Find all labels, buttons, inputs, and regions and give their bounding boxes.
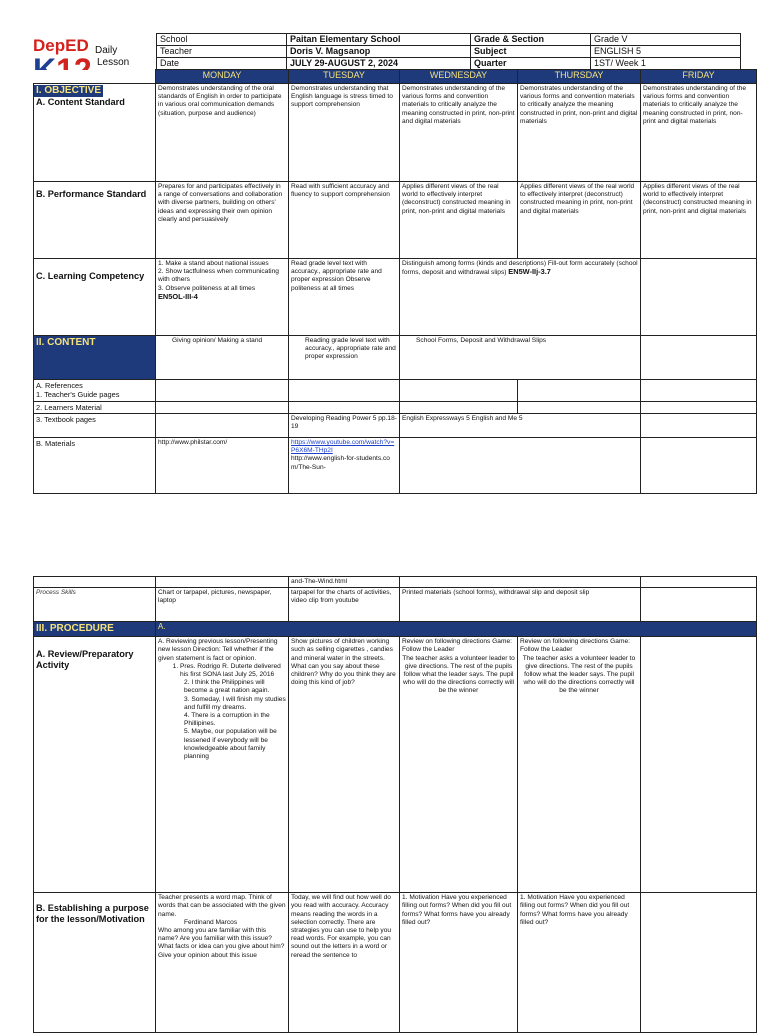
tg-mon [156, 380, 289, 402]
lm-wed [400, 402, 518, 414]
review-wed: Review on following directions Game: Follow the Leader The teacher asks a volunteer leader to give directions. The rest of the pupils follow what the leader says. The pupil who will do the directions correctly will be the winner [400, 637, 518, 893]
subject-value: ENGLISH 5 [591, 46, 741, 58]
lm-thu [518, 402, 641, 414]
purpose-label: B. Establishing a purpose for the lesson/Motivation [34, 893, 156, 1033]
cont-tue: and-The-Wind.html [289, 577, 400, 588]
materials-tue: https://www.youtube.com/watch?v=P6X6M-THp2I http://www.english-for-students.com/The-Sun- [289, 438, 400, 494]
deped-logo-text: DepED [33, 36, 89, 55]
tg-wed [400, 380, 518, 402]
materials-wed [400, 438, 641, 494]
day-tuesday: TUESDAY [289, 70, 400, 84]
content-mon: Giving opinion/ Making a stand [156, 336, 289, 380]
tb-fri [641, 414, 757, 438]
tb-tue: Developing Reading Power 5 pp.18-19 [289, 414, 400, 438]
day-monday: MONDAY [156, 70, 289, 84]
youtube-link[interactable]: https://www.youtube.com/watch?v=P6X6M-THp2I [291, 439, 395, 455]
content-fri [641, 336, 757, 380]
materials-mon: http://www.philstar.com/ [156, 438, 289, 494]
purpose-tue: Today, we will find out how well do you read with accuracy. Accuracy means reading the words in a selection correctly. There are strategies you can use to help you read words. For example, you can sound out the letters in a word or reread the sentence to [289, 893, 400, 1033]
review-label: A. Review/Preparatory Activity [34, 637, 156, 893]
tg-tue [289, 380, 400, 402]
lm-fri [641, 402, 757, 414]
procedure-sub: A. [156, 622, 757, 637]
performance-standard-wed: Applies different views of the real world to effectively interpret (deconstruct) constructed meaning in print, non-print and digital materials [400, 182, 518, 259]
day-friday: FRIDAY [641, 70, 757, 84]
content-tue: Reading grade level text with accuracy., appropriate rate and proper expression [289, 336, 400, 380]
performance-standard-mon: Prepares for and participates effectively in a range of conversations and collaboration with diverse partners, building on others' ideas and expressing their own opinion clearly and persuasively [156, 182, 289, 259]
grade-label: Grade & Section [471, 34, 591, 46]
learning-competency-tue: Read grade level text with accuracy., appropriate rate and proper expression Observe politeness at all times [289, 259, 400, 336]
purpose-thu: 1. Motivation Have you experienced filling out forms? When did you fill out forms? What forms have you already filled out? [518, 893, 641, 1033]
day-thursday: THURSDAY [518, 70, 641, 84]
cont-label [34, 577, 156, 588]
subject-label: Subject [471, 46, 591, 58]
review-thu: Review on following directions Game: Follow the Leader The teacher asks a volunteer leader to give directions. The rest of the pupils follow what the leader says. The pupil who will do the directions correctly will be the winner [518, 637, 641, 893]
purpose-mon: Teacher presents a word map. Think of words that can be associated with the given name. Ferdinand Marcos Who among you are familiar with this name? Are you familiar with this issue? What facts or idea can you give about him? Give your opinion about this issue [156, 893, 289, 1033]
quarter-label: Quarter [471, 58, 591, 70]
lesson-table-bottom [33, 576, 757, 1033]
performance-standard-label: B. Performance Standard [34, 182, 156, 259]
process-skills-label: Process Skills [34, 588, 156, 622]
tb-mon [156, 414, 289, 438]
review-tue: Show pictures of children working such as selling cigarettes , candies and mineral water in the streets. What can you say about these children? Why do you think they are doing this kind of job? [289, 637, 400, 893]
learning-competency-wed: Distinguish among forms (kinds and descriptions) Fill-out form accurately (school forms, deposit and withdrawal slips) EN5W-IIj-3.7 [400, 259, 641, 336]
tg-fri [641, 380, 757, 402]
cont-wed [400, 577, 641, 588]
learning-competency-mon: 1. Make a stand about national issues 2. Show tactfulness when communicating with others 3. Observe politeness at all times EN5OL-III-4 [156, 259, 289, 336]
teacher-label: Teacher [157, 46, 287, 58]
performance-standard-thu: Applies different views of the real world to effectively interpret (deconstruct) constructed meaning in print, non-print and digital materials [518, 182, 641, 259]
teacher-value: Doris V. Magsanop [287, 46, 471, 58]
school-label: School [157, 34, 287, 46]
process-wed: Printed materials (school forms), withdrawal slip and deposit slip [400, 588, 641, 622]
review-mon: A. Reviewing previous lesson/Presenting new lesson Direction: Tell whether if the given statement is fact or opinion. 1. Pres. Rodrigo R. Duterte delivered his first SONA last July 25, 2016 2. I think the Philippines will become a great nation again. 3. Someday, I will finish my studies and fulfill my dreams. 4. There is a corruption in the Phillipines. 5. Maybe, our population will be lessened if everybody will be knowledgeable about family planning [156, 637, 289, 893]
tg-thu [518, 380, 641, 402]
materials-fri [641, 438, 757, 494]
quarter-value: 1ST/ Week 1 [591, 58, 741, 70]
content-standard-thu: Demonstrates understanding of the various forms and convention materials to critically analyze the meaning constructed in print, non-print and digital materials [518, 84, 641, 182]
materials-label: B. Materials [34, 438, 156, 494]
content-standard-mon: Demonstrates understanding of the oral standards of English in order to participate in various oral communication demands (situation, purpose and audience) [156, 84, 289, 182]
purpose-fri [641, 893, 757, 1033]
references-label: A. References 1. Teacher's Guide pages [34, 380, 156, 402]
grade-value: Grade V [591, 34, 741, 46]
purpose-wed: 1. Motivation Have you experienced filling out forms? When did you fill out forms? What forms have you already filled out? [400, 893, 518, 1033]
content-standard-tue: Demonstrates understanding that English language is stress timed to support comprehension [289, 84, 400, 182]
day-wednesday: WEDNESDAY [400, 70, 518, 84]
content-standard-label: I. OBJECTIVE A. Content Standard [34, 84, 156, 182]
process-fri [641, 588, 757, 622]
content-standard-wed: Demonstrates understanding of the various forms and convention materials to critically analyze the meaning constructed in print, non-print and digital materials [400, 84, 518, 182]
review-fri [641, 637, 757, 893]
content-wed: School Forms, Deposit and Withdrawal Slips [400, 336, 641, 380]
performance-standard-tue: Read with sufficient accuracy and fluency to support comprehension [289, 182, 400, 259]
learning-competency-label: C. Learning Competency [34, 259, 156, 336]
lesson-table-top [156, 33, 741, 70]
content-heading: II. CONTENT [34, 336, 156, 380]
corner-cell [34, 70, 156, 84]
procedure-heading: III. PROCEDURE [34, 622, 156, 637]
lm-mon [156, 402, 289, 414]
tb-wed: English Expressways 5 English and Me 5 [400, 414, 641, 438]
lm-tue [289, 402, 400, 414]
learners-material-label: 2. Learners Material [34, 402, 156, 414]
process-tue: tarpapel for the charts of activities, video clip from youtube [289, 588, 400, 622]
date-value: JULY 29-AUGUST 2, 2024 [287, 58, 471, 70]
process-mon: Chart or tarpapel, pictures, newspaper, laptop [156, 588, 289, 622]
cont-mon [156, 577, 289, 588]
content-standard-fri: Demonstrates understanding of the various forms and convention materials to critically analyze the meaning constructed in print, non-print and digital materials [641, 84, 757, 182]
date-label: Date [157, 58, 287, 70]
objective-heading: I. OBJECTIVE [36, 85, 102, 96]
daily-lesson-title: Daily Lesson [95, 45, 130, 68]
cont-fri [641, 577, 757, 588]
lesson-table-main [33, 69, 757, 494]
school-value: Paitan Elementary School [287, 34, 471, 46]
textbook-pages-label: 3. Textbook pages [34, 414, 156, 438]
performance-standard-fri: Applies different views of the real world to effectively interpret (deconstruct) constructed meaning in print, non-print and digital materials [641, 182, 757, 259]
learning-competency-fri [641, 259, 757, 336]
